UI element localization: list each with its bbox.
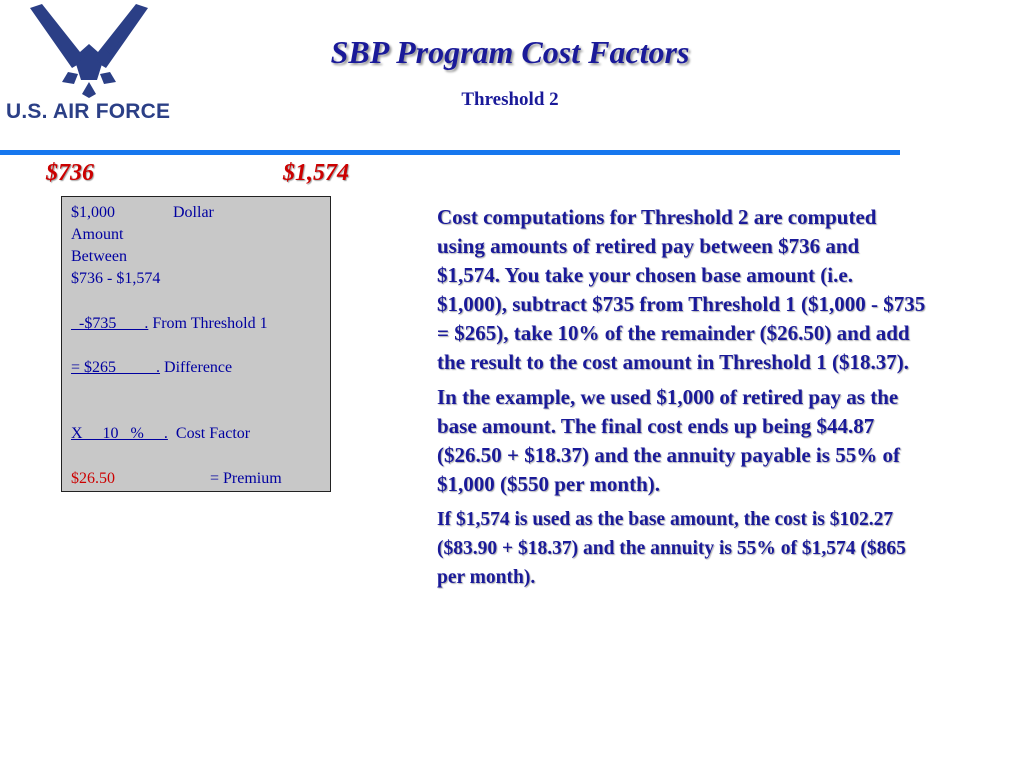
explanation-paragraph-2: In the example, we used $1,000 of retired pay as the base amount. The final cost ends up being $44.87 ($26.50 + $18.37) and the annuity payable is 55% of $1,000 ($550 per month). [437, 385, 900, 496]
air-force-wings-icon [28, 2, 150, 98]
calc-factor-value: X 10 % . [71, 425, 168, 442]
page-subtitle: Threshold 2 [461, 89, 559, 110]
calc-premium-label: = Premium [210, 470, 282, 487]
calc-between-label: Between [71, 248, 127, 265]
calc-dollar-label: Dollar [173, 204, 214, 221]
calc-subtract-label: From Threshold 1 [148, 315, 268, 332]
air-force-logo [2, 0, 180, 130]
explanation-paragraph-3: If $1,574 is used as the base amount, the cost is $102.27 ($83.90 + $18.37) and the annuity is 55% of $1,574 ($865 per month). [437, 509, 906, 588]
calc-amount-label: Amount [71, 226, 124, 243]
calc-subtract-row [71, 313, 268, 335]
explanation-paragraph-1: Cost computations for Threshold 2 are computed using amounts of retired pay between $736 and $1,574. You take your chosen base amount (i.e. $1,000), subtract $735 from Threshold 1 ($1,000 - $735 = $265), take 10% of the remainder ($26.50) and add the result to the cost amount in Threshold 1 ($18.37). [437, 205, 926, 374]
page-title: SBP Program Cost Factors [330, 34, 690, 70]
calc-factor-row [71, 423, 250, 445]
calc-amount: $1,000 [71, 204, 115, 221]
calc-difference-label: Difference [160, 359, 233, 376]
calc-premium-value: $26.50 [71, 470, 115, 487]
calc-subtract-value: -$735 . [71, 315, 149, 332]
calc-factor-label: Cost Factor [167, 425, 251, 442]
range-low-label: $736 [46, 160, 94, 186]
calc-difference-row [71, 357, 232, 379]
calculation-box [61, 196, 331, 492]
explanation-text [437, 203, 927, 598]
header-divider [0, 150, 900, 155]
calc-range: $736 - $1,574 [71, 270, 161, 287]
range-high-label: $1,574 [283, 160, 349, 186]
calc-difference-value: = $265 . [71, 359, 161, 376]
logo-text: U.S. AIR FORCE [6, 100, 171, 123]
